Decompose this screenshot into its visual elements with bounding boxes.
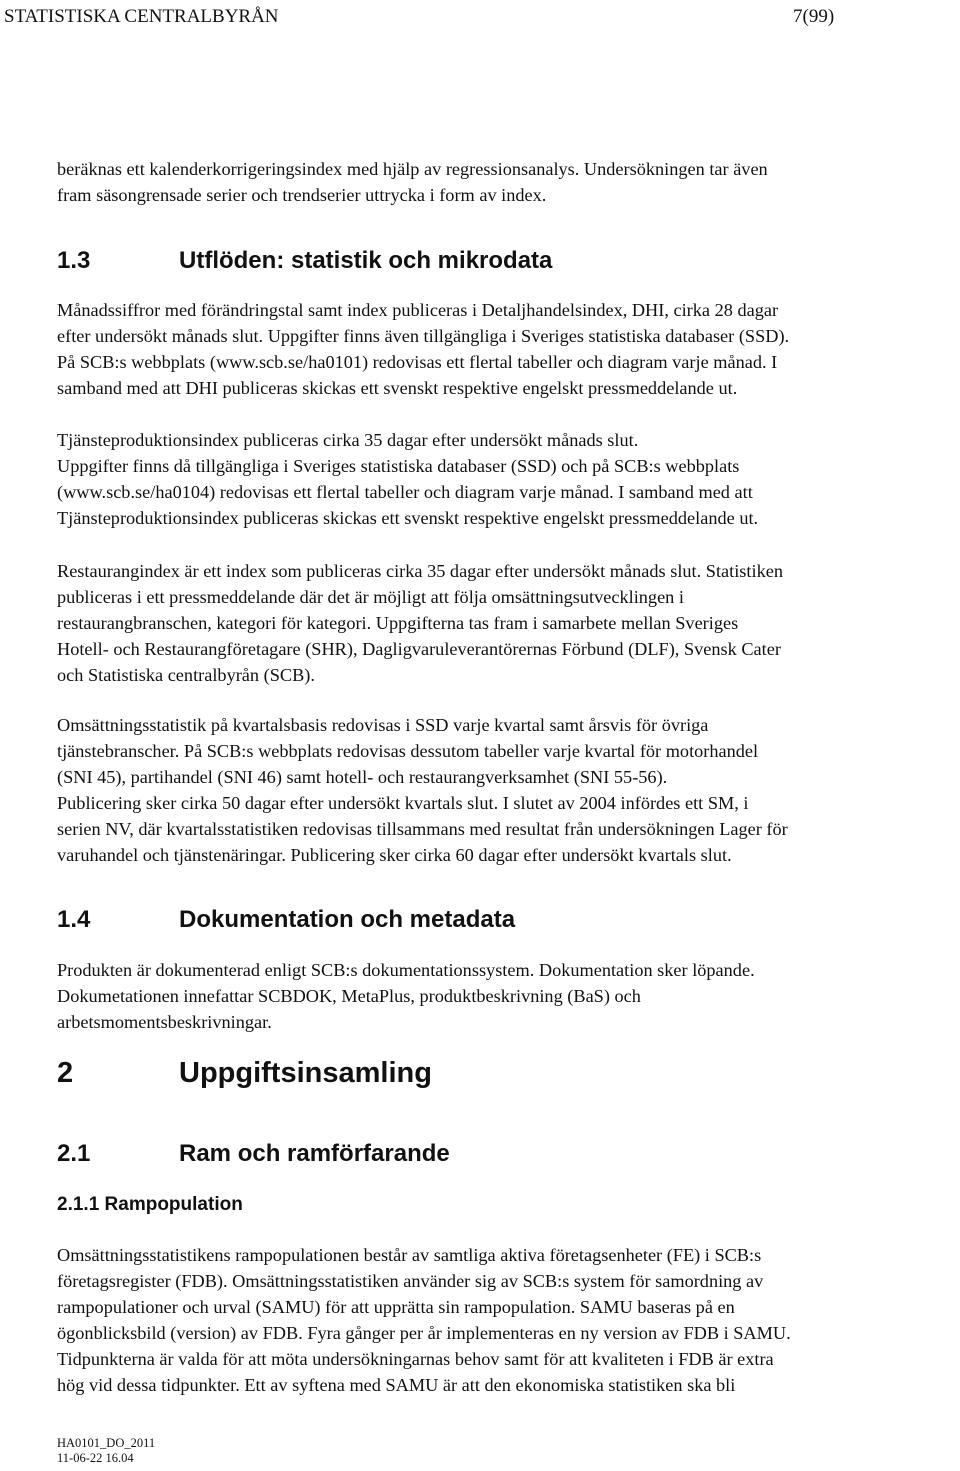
section-number: 2.1 [57,1140,91,1167]
text-line: Tidpunkterna är valda för att möta undersökningarnas behov samt för att kvaliteten i FDB är extra [57,1349,774,1369]
text-line: (SNI 45), partihandel (SNI 46) samt hotell- och restaurangverksamhet (SNI 55-56). [57,767,668,787]
text-line: restaurangbranschen, kategori för kategori. Uppgifterna tas fram i samarbete mellan Sveriges [57,613,739,633]
chapter-2-heading [57,1057,432,1090]
text-line: Omsättningsstatistik på kvartalsbasis redovisas i SSD varje kvartal samt årsvis för övriga [57,715,709,735]
text-line: Tjänsteproduktionsindex publiceras skickas ett svenskt respektive engelskt pressmeddelande ut. [57,508,759,528]
section-2-1-1-heading: 2.1.1 Rampopulation [57,1194,243,1215]
footer [57,1436,155,1466]
header-organization: STATISTISKA CENTRALBYRÅN [4,6,279,27]
text-line: Uppgifter finns då tillgängliga i Sveriges statistiska databaser (SSD) och på SCB:s webbplats [57,456,740,476]
text-line: tjänstebranscher. På SCB:s webbplats redovisas dessutom tabeller varje kvartal för motorhandel [57,741,759,761]
text-line: Hotell- och Restaurangföretagare (SHR), Dagligvaruleverantörernas Förbund (DLF), Svensk Cater [57,639,781,659]
section-2-1-1-paragraph-1 [57,1242,959,1398]
text-line: varuhandel och tjänstenäringar. Publicering sker cirka 60 dagar efter undersökt kvartals slut. [57,845,732,865]
text-line: företagsregister (FDB). Omsättningsstatistiken använder sig av SCB:s system för samordning av [57,1271,764,1291]
section-1-3-paragraph-2 [57,427,959,531]
section-title: Dokumentation och metadata [179,906,516,933]
text-line: Restaurangindex är ett index som publiceras cirka 35 dagar efter undersökt månads slut. Statistiken [57,561,783,581]
text-line: hög vid dessa tidpunkter. Ett av syftena med SAMU är att den ekonomiska statistiken ska bli [57,1375,736,1395]
text-line: Omsättningsstatistikens rampopulationen består av samtliga aktiva företagsenheter (FE) i SCB:s [57,1245,762,1265]
text-line: rampopulationer och urval (SAMU) för att upprätta sin rampopulation. SAMU baseras på en [57,1297,735,1317]
text-line: Dokumetationen innefattar SCBDOK, MetaPlus, produktbeskrivning (BaS) och [57,986,641,1006]
text-line: beräknas ett kalenderkorrigeringsindex med hjälp av regressionsanalys. Undersökningen tar även [57,159,768,179]
footer-document-id: HA0101_DO_2011 [57,1436,156,1450]
text-line: Produkten är dokumenterad enligt SCB:s dokumentationssystem. Dokumentation sker löpande. [57,960,755,980]
section-title: Utflöden: statistik och mikrodata [179,247,553,274]
header-page-number: 7(99) [793,6,835,27]
text-line: Månadssiffror med förändringstal samt index publiceras i Detaljhandelsindex, DHI, cirka 28 dagar [57,300,779,320]
text-line: samband med att DHI publiceras skickas ett svenskt respektive engelskt pressmeddelande ut. [57,378,738,398]
section-1-3-heading [57,247,552,275]
text-line: arbetsmomentsbeskrivningar. [57,1012,272,1032]
text-line: och Statistiska centralbyrån (SCB). [57,665,315,685]
section-number: 2 [57,1057,74,1089]
section-title: Uppgiftsinsamling [179,1057,432,1089]
section-title: Ram och ramförfarande [179,1140,450,1167]
section-2-1-heading [57,1140,450,1168]
text-line: ögonblicksbild (version) av FDB. Fyra gånger per år implementeras en ny version av FDB i SAMU. [57,1323,791,1343]
text-line: Publicering sker cirka 50 dagar efter undersökt kvartals slut. I slutet av 2004 infördes ett SM, i [57,793,749,813]
text-line: På SCB:s webbplats (www.scb.se/ha0101) redovisas ett flertal tabeller och diagram varje månad. I [57,352,778,372]
text-line: efter undersökt månads slut. Uppgifter finns även tillgängliga i Sveriges statistiska databaser (SSD). [57,326,790,346]
text-line: Tjänsteproduktionsindex publiceras cirka 35 dagar efter undersökt månads slut. [57,430,639,450]
section-1-3-paragraph-1 [57,297,959,401]
text-line: publiceras i ett pressmeddelande där det är möjligt att följa omsättningsutvecklingen i [57,587,684,607]
section-1-3-paragraph-4 [57,712,959,868]
section-1-4-heading [57,906,515,934]
text-line: (www.scb.se/ha0104) redovisas ett flertal tabeller och diagram varje månad. I samband med att [57,482,753,502]
section-1-3-paragraph-3 [57,558,959,688]
section-number: 1.4 [57,906,91,933]
section-number: 1.3 [57,247,91,274]
footer-date: 11-06-22 16.04 [57,1451,134,1465]
text-line: fram säsongrensade serier och trendserier uttrycka i form av index. [57,185,547,205]
text-line: serien NV, där kvartalsstatistiken redovisas tillsammans med resultat från undersökningen Lager för [57,819,788,839]
intro-paragraph [57,156,959,208]
section-1-4-paragraph-1 [57,957,959,1035]
